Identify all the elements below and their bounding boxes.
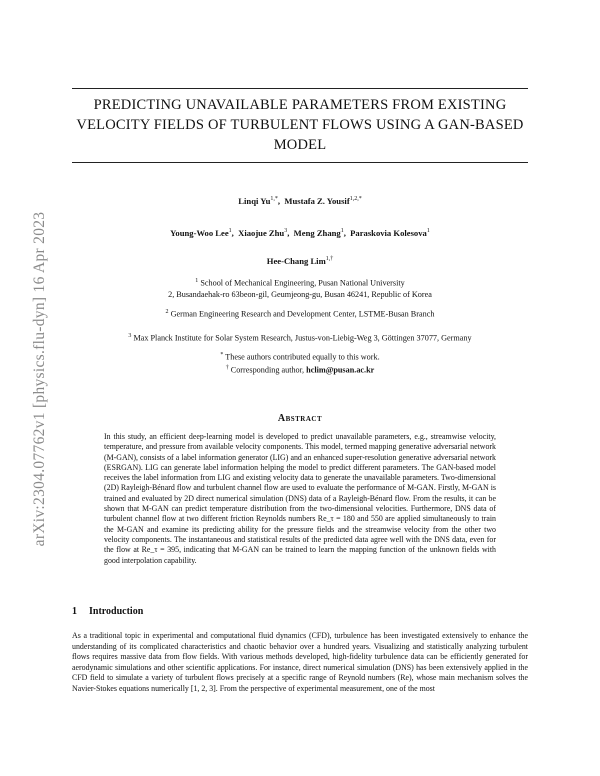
author-name: Mustafa Z. Yousif xyxy=(284,196,350,206)
equal-contribution-note: These authors contributed equally to this work. xyxy=(225,352,380,362)
title-bottom-rule xyxy=(72,162,528,163)
author-name: Young-Woo Lee xyxy=(170,228,229,238)
title-line-2: VELOCITY FIELDS OF TURBULENT FLOWS USING A GAN-BASED xyxy=(76,117,524,133)
affiliation-mark: 3 xyxy=(128,333,132,339)
paper-title xyxy=(72,95,528,155)
corresponding-email[interactable]: hclim@pusan.ac.kr xyxy=(306,365,375,375)
title-line-1: PREDICTING UNAVAILABLE PARAMETERS FROM EXISTING xyxy=(93,97,507,113)
author-name: Paraskovia Kolesova xyxy=(350,228,427,238)
note-mark: * xyxy=(220,352,224,358)
author-name: Linqi Yu xyxy=(238,196,271,206)
author-mark: 1,2,* xyxy=(349,196,362,203)
title-line-3: MODEL xyxy=(273,137,327,153)
affiliation-2 xyxy=(60,307,540,320)
corresponding-author-note: Corresponding author, xyxy=(230,365,307,375)
affiliation-mark: 1 xyxy=(195,278,199,284)
author-notes xyxy=(60,350,540,376)
affiliation-mark: 2 xyxy=(165,309,169,315)
author-row-1: Linqi $Yu^{1,*}$, Mustafa Z. Yousif$^{1,2,*}$ xyxy=(238,196,362,206)
affiliation-text: Max Planck Institute for Solar System Research, Justus-von-Liebig-Weg 3, Göttingen 37077, Germany xyxy=(133,333,472,343)
author-mark: 1 xyxy=(426,228,430,235)
affiliation-3 xyxy=(60,331,540,344)
note-mark: † xyxy=(225,365,229,372)
author-row-3 xyxy=(72,256,528,266)
section-heading-introduction xyxy=(72,606,143,617)
author-mark: 1,† xyxy=(325,256,334,263)
affiliation-text: School of Mechanical Engineering, Pusan National University xyxy=(200,278,405,288)
affiliation-text: German Engineering Research and Development Center, LSTME-Busan Branch xyxy=(170,309,435,319)
introduction-text: As a traditional topic in experimental and computational fluid dynamics (CFD), turbulence has been investigated extensively to enhance the understanding of its complicated characteristics and chaotic behavior over a hundred years. Visualizing and statistically analyzing turbulent flows requires massive data from flow fields. With various methods developed, high-fidelity turbulence data can be efficiently generated for aerodynamic simulations and other scientific applications. For instance, direct numerical simulation (DNS) has been extensively applied in the CFD field to simulate a variety of turbulent flows precisely at a specific range of Reynold numbers (Re), whose main mechanism solves the Navier-Stokes equations numerically [1, 2, 3]. From the perspective of experimental measurement, one of the most xyxy=(72,631,528,693)
affiliation-text: 2, Busandaehak-ro 63beon-gil, Geumjeong-gu, Busan 46241, Republic of Korea xyxy=(168,290,432,300)
title-top-rule xyxy=(72,88,528,89)
abstract-text: In this study, an efficient deep-learning model is developed to predict unavailable parameters, e.g., streamwise velocity, temperature, and pressure from available velocity components. This model, termed mapping generative adversarial network (M-GAN), consists of a label information generator (LIG) and an enhanced super-resolution generative adversarial network (ESRGAN). LIG can generate label information helping the model to predict different parameters. The GAN-based model receives the label information from LIG and existing velocity data to generate the unavailable parameters. Two-dimensional (2D) Rayleigh-Bénard flow and turbulent channel flow are used to evaluate the performance of M-GAN. Firstly, M-GAN is trained and evaluated by 2D direct numerical simulation (DNS) data of a Rayleigh-Bénard flow. From the results, it can be shown that M-GAN can predict temperature distribution from the two-dimensional velocities. Furthermore, DNS data of turbulent channel flow at two different friction Reynolds numbers Re_τ = 180 and 550 are applied simultaneously to train the M-GAN and examine its predicting ability for the pressure fields and the streamwise velocity from the other two velocity components. The instantaneous and statistical results of the predicted data agree well with the DNS data, even for the flow at Re_τ = 395, indicating that M-GAN can be trained to learn the mapping function of the unknown fields with good interpolation capability. xyxy=(104,432,496,565)
section-number: 1 xyxy=(72,606,77,617)
abstract-heading: Abstract xyxy=(277,413,323,424)
author-name: Hee-Chang Lim xyxy=(266,256,326,266)
author-mark: 3 xyxy=(284,228,288,235)
section-title: Introduction xyxy=(89,606,144,617)
arxiv-identifier: arXiv:2304.07762v1 [physics.flu-dyn] 16 Apr 2023 xyxy=(31,211,48,547)
author-row-2: Young-Woo Lee$^1$, Xiaojue Zhu$^3$, Meng Zhang$^1$, Paraskovia Kolesova$^1$ xyxy=(170,228,430,238)
affiliation-1 xyxy=(60,276,540,301)
author-name: Xiaojue Zhu xyxy=(238,228,285,238)
author-name: Meng Zhang xyxy=(293,228,341,238)
author-mark: 1 xyxy=(340,228,344,235)
author-mark: 1,* xyxy=(270,196,278,203)
author-mark: 1 xyxy=(228,228,232,235)
